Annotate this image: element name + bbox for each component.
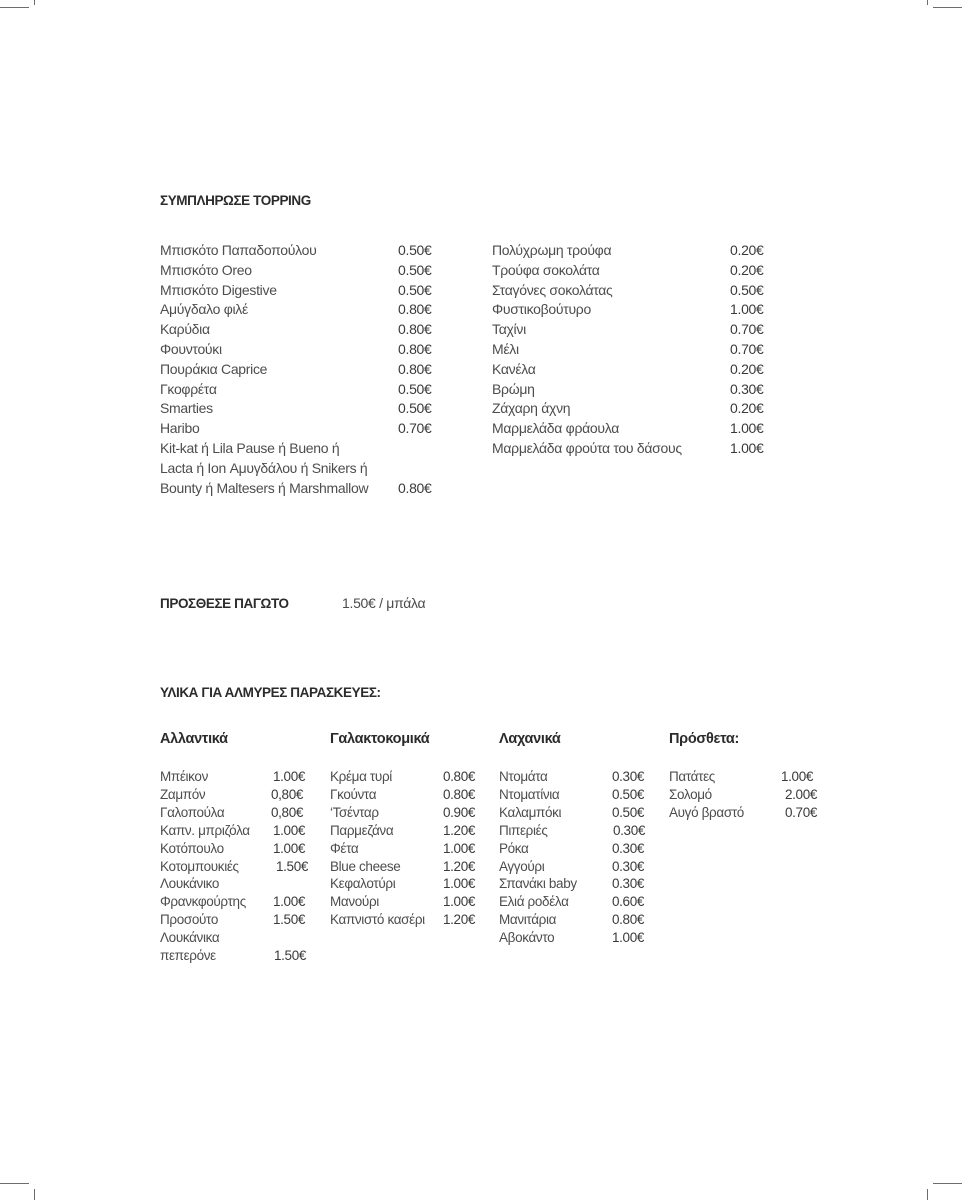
multi-line-1: Kit-kat ή Lila Pause ή Bueno ή [160,440,340,456]
menu-item [499,804,662,822]
item-name: πεπερόνε [160,948,216,963]
menu-item [499,786,662,804]
multi-price: 0.80€ [398,480,432,496]
item-price: 0.80€ [398,341,432,357]
menu-item [669,786,831,804]
menu-item [160,319,448,339]
item-name: Αμύγδαλο φιλέ [160,301,248,318]
item-name: Φρανκφούρτης [160,894,246,910]
menu-item [330,822,493,840]
item-price: 0.50€ [398,261,432,278]
item-name: Μπισκότο Παπαδοπούλου [160,242,317,258]
item-price: 0.60€ [612,894,645,910]
item-price: 0.30€ [730,380,764,397]
menu-item [330,893,493,911]
menu-item [160,240,448,260]
item-price: 1.50€ [274,948,307,963]
item-name: Κοτομπουκιές [160,858,239,874]
menu-item [499,893,662,911]
item-name: Φέτα [330,840,359,856]
menu-item [160,893,323,911]
item-price: 0.50€ [612,804,645,820]
item-price: 1.00€ [781,769,814,784]
menu-item [160,398,448,418]
item-name: Ντοματίνια [499,786,560,802]
item-name: Ντομάτα [499,769,548,784]
item-price: 0.50€ [398,281,432,298]
menu-item [492,299,780,319]
item-name: Προσούτο [160,912,219,928]
menu-item [492,359,780,379]
item-name: Μαρμελάδα φράουλα [492,420,620,437]
item-name: Φουντούκι [160,341,222,357]
savory-title: ΥΛΙΚΑ ΓΙΑ ΑΛΜΥΡΕΣ ΠΑΡΑΣΚΕΥΕΣ: [160,685,381,700]
item-price: 1.20€ [443,912,476,928]
menu-item [160,260,448,280]
menu-item [160,858,323,876]
menu-item [160,768,323,786]
menu-item [160,339,448,359]
item-name: Haribo [160,420,200,437]
multi-line-3: Bounty ή Maltesers ή Marshmallow [160,480,369,496]
menu-item [160,299,448,319]
menu-item [330,858,493,876]
item-name: Πολύχρωμη τρούφα [492,242,612,258]
multi-line-2: Lacta ή Ion Αμυγδάλου ή Snikers ή [160,460,368,476]
item-name: Κρέμα τυρί [330,769,392,784]
icecream-price: 1.50€ / μπάλα [342,595,426,611]
crop-mark-top-right-v [927,0,928,5]
menu-item [330,786,493,804]
item-name: Λουκάνικα [160,930,220,946]
menu-item [499,768,662,786]
item-price: 1.00€ [730,420,764,437]
item-name: Γαλοπούλα [160,804,225,820]
menu-item [492,260,780,280]
menu-item [499,911,662,929]
menu-item [330,768,493,786]
item-name: Μέλι [492,341,519,357]
item-price: 1.50€ [273,912,306,928]
item-name: Ζάχαρη άχνη [492,400,571,417]
item-name: Ζαμπόν [160,786,206,802]
item-price: 1.00€ [273,822,306,838]
item-name: Smarties [160,400,213,417]
crop-mark-bottom-right-v [927,1189,928,1200]
menu-item [160,280,448,300]
crop-mark-top-right-h [933,7,962,8]
item-price: 1.00€ [730,440,764,456]
item-name: Βρώμη [492,380,535,397]
item-price: 1.00€ [443,840,476,856]
item-price: 1.00€ [273,769,306,784]
menu-item [330,804,493,822]
item-name: Ρόκα [499,840,529,856]
menu-item [330,911,493,929]
menu-item [499,929,662,947]
menu-item [499,840,662,858]
item-name: Αυγό βραστό [669,804,744,820]
item-price: 0.50€ [730,281,764,298]
crop-mark-top-left-v [34,0,35,5]
item-name: Σολομό [669,786,712,802]
savory-heading-dairy: Γαλακτοκομικά [330,731,430,747]
item-name: Κανέλα [492,360,536,377]
crop-mark-bottom-left-v [34,1189,35,1200]
menu-item [499,822,662,840]
menu-item [492,438,780,458]
item-price: 0.30€ [613,822,646,838]
item-price: 1.00€ [612,930,645,946]
item-name: Πατάτες [669,769,715,784]
item-name: Φυστικοβούτυρο [492,301,591,318]
menu-item [492,418,780,438]
menu-item [492,379,780,399]
item-price: 1.00€ [443,894,476,910]
menu-item [669,804,831,822]
item-name: Μπισκότο Digestive [160,281,277,298]
item-name: Κεφαλοτύρι [330,876,396,892]
item-price: 0.50€ [398,400,432,417]
item-price: 0.90€ [443,804,476,820]
menu-item [492,319,780,339]
item-price: 0.70€ [398,420,432,437]
item-name: Αγγούρι [499,858,545,874]
crop-mark-bottom-left-h [0,1183,29,1184]
item-price: 0.80€ [398,321,432,338]
crop-mark-bottom-right-h [933,1183,962,1184]
item-name: Μανιτάρια [499,912,557,928]
item-price: 0.70€ [730,321,764,338]
savory-heading-extras: Πρόσθετα: [669,731,740,747]
menu-item [499,875,662,893]
item-name: Πιπεριές [499,822,548,838]
item-name: Ταχίνι [492,321,526,338]
item-price: 1.50€ [276,858,309,874]
menu-item [160,379,448,399]
menu-item [160,822,323,840]
item-price: 1.00€ [273,840,306,856]
item-name: Λουκάνικο [160,876,219,892]
item-price: 0.80€ [443,769,476,784]
item-price: 0.70€ [785,804,818,820]
item-price: 0.50€ [398,380,432,397]
icecream-title: ΠΡΟΣΘΕΣΕ ΠΑΓΩΤΟ [160,596,289,611]
menu-item [669,768,831,786]
item-price: 1.00€ [730,301,764,318]
menu-item [160,804,323,822]
menu-item [330,875,493,893]
item-price: 0.20€ [730,400,764,417]
item-name: Καπνιστό κασέρι [330,912,425,928]
item-price: 1.20€ [443,822,476,838]
item-name: Κοτόπουλο [160,840,224,856]
menu-item [492,398,780,418]
item-price: 0.50€ [398,242,432,258]
item-name: Παρμεζάνα [330,822,394,838]
item-price: 1.20€ [443,858,476,874]
menu-item [160,359,448,379]
item-price: 0.30€ [612,858,645,874]
item-name: Μπέικον [160,769,208,784]
item-price: 0.80€ [612,912,645,928]
menu-item [160,947,323,965]
item-price: 0.50€ [612,786,645,802]
item-price: 0.70€ [730,341,764,357]
item-name: Μπισκότο Oreo [160,261,252,278]
menu-item [160,418,448,438]
menu-item [160,929,323,947]
item-name: Καλαμπόκι [499,804,562,820]
item-price: 0.30€ [612,769,645,784]
item-name: Blue cheese [330,858,401,874]
menu-item [160,840,323,858]
item-price: 0.30€ [612,840,645,856]
item-name: Καπν. μπριζόλα [160,822,250,838]
item-price: 1.00€ [443,876,476,892]
menu-item [330,840,493,858]
menu-item [492,280,780,300]
item-price: 0.20€ [730,242,764,258]
item-name: Σπανάκι baby [499,876,577,892]
item-name: Αβοκάντο [499,930,555,946]
item-name: Σταγόνες σοκολάτας [492,281,613,298]
item-name: Καρύδια [160,321,210,338]
item-name: ‘Τσένταρ [330,804,379,820]
menu-item [160,786,323,804]
savory-heading-cold-cuts: Αλλαντικά [160,731,228,747]
item-price: 0.80€ [398,301,432,318]
menu-item [492,339,780,359]
item-name: Πουράκια Caprice [160,360,268,377]
item-name: Γκούντα [330,786,377,802]
item-name: Μανούρι [330,894,379,910]
item-name: Τρούφα σοκολάτα [492,261,600,278]
item-price: 2.00€ [785,786,818,802]
item-price: 0,80€ [271,786,304,802]
crop-mark-top-left-h [0,7,29,8]
item-price: 0.80€ [398,360,432,377]
item-price: 1.00€ [273,894,306,910]
item-price: 0.20€ [730,261,764,278]
item-price: 0.20€ [730,360,764,377]
menu-item [499,858,662,876]
item-price: 0.80€ [443,786,476,802]
toppings-title: ΣΥΜΠΛΗΡΩΣΕ TOPPING [160,193,311,208]
menu-item [160,911,323,929]
savory-heading-vegetables: Λαχανικά [499,731,561,747]
item-name: Μαρμελάδα φρούτα του δάσους [492,440,682,456]
item-price: 0.30€ [612,876,645,892]
menu-item [160,875,323,893]
item-name: Γκοφρέτα [160,380,217,397]
item-price: 0,80€ [271,804,304,820]
menu-item [492,240,780,260]
item-name: Ελιά ροδέλα [499,894,569,910]
